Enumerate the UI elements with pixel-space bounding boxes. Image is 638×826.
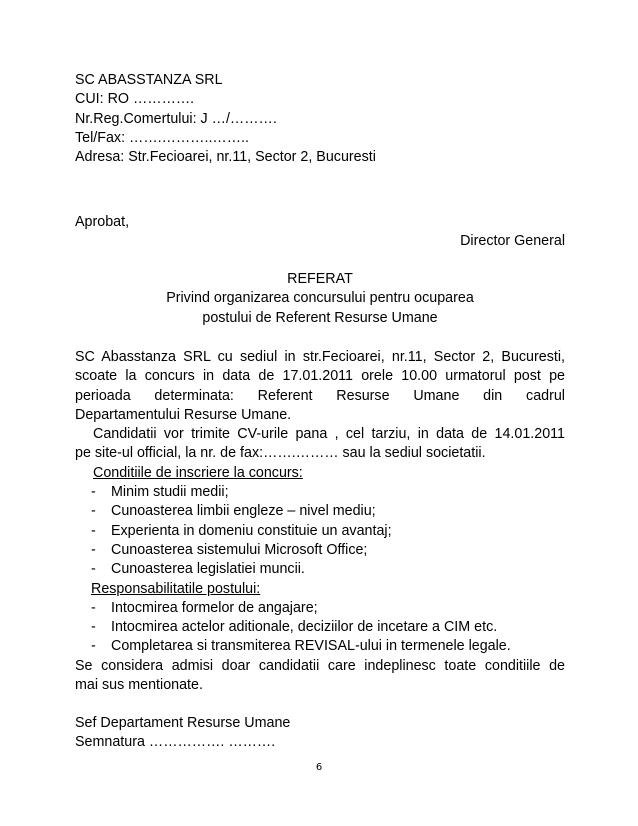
company-header — [75, 71, 565, 167]
responsibilities-list — [75, 599, 565, 657]
paragraph-announcement — [75, 348, 565, 425]
approval-block — [75, 213, 565, 252]
company-tel-fax: Tel/Fax: …….………..…….. — [75, 129, 249, 146]
paragraph-line: Se considera admisi doar candidatii care indeplinesc toate conditiile de — [75, 657, 565, 674]
paragraph-line: Candidatii vor trimite CV-urile pana , cel tarziu, in data de 14.01.2011 — [93, 426, 565, 443]
list-item: - Completarea si transmiterea REVISAL-ului in termenele legale. — [75, 637, 565, 656]
paragraph-closing — [75, 657, 565, 696]
company-reg-com: Nr.Reg.Comertului: J …/………. — [75, 110, 277, 127]
paragraph-line: SC Abasstanza SRL cu sediul in str.Fecioarei, nr.11, Sector 2, Bucuresti, — [75, 349, 565, 365]
title-line-2: postului de Referent Resurse Umane — [202, 309, 438, 326]
paragraph-line: Departamentului Resurse Umane. — [75, 406, 292, 423]
paragraph-line: pe site-ul official, la nr. de fax:…….……… sau la sediul societatii. — [75, 445, 486, 462]
document-title — [75, 270, 565, 328]
list-item: - Experienta in domeniu constituie un avantaj; — [75, 522, 565, 541]
signature-line: Semnatura ……………. ………. — [75, 734, 276, 751]
paragraph-line: mai sus mentionate. — [75, 677, 203, 694]
company-cui: CUI: RO …………. — [75, 91, 195, 108]
list-item: - Cunoasterea legislatiei muncii. — [75, 560, 565, 579]
document-body — [75, 348, 565, 695]
paragraph-cv-deadline — [75, 425, 565, 464]
paragraph-line: scoate la concurs in data de 17.01.2011 orele 10.00 urmatorul post pe — [75, 368, 565, 385]
conditions-list — [75, 483, 565, 579]
list-item: - Cunoasterea limbii engleze – nivel mediu; — [75, 502, 565, 521]
company-address: Adresa: Str.Fecioarei, nr.11, Sector 2, Bucuresti — [75, 149, 376, 166]
title-line-1: Privind organizarea concursului pentru ocuparea — [166, 290, 474, 307]
responsibilities-heading: Responsabilitatile postului: — [91, 580, 261, 597]
title-main: REFERAT — [287, 271, 353, 287]
conditions-heading: Conditiile de inscriere la concurs: — [93, 464, 303, 481]
list-item: - Intocmirea formelor de angajare; — [75, 599, 565, 618]
approval-signatory: Director General — [460, 233, 565, 250]
page-number: 6 — [315, 762, 323, 773]
approval-label: Aprobat, — [75, 214, 130, 230]
list-item: - Intocmirea actelor aditionale, deciziilor de incetare a CIM etc. — [75, 618, 565, 637]
signature-block — [75, 714, 565, 753]
list-item: - Cunoasterea sistemului Microsoft Office; — [75, 541, 565, 560]
paragraph-line: perioada determinata: Referent Resurse Umane din cadrul — [75, 387, 565, 404]
list-item: - Minim studii medii; — [75, 483, 565, 502]
signature-role: Sef Departament Resurse Umane — [75, 715, 291, 731]
company-name: SC ABASSTANZA SRL — [75, 72, 223, 88]
